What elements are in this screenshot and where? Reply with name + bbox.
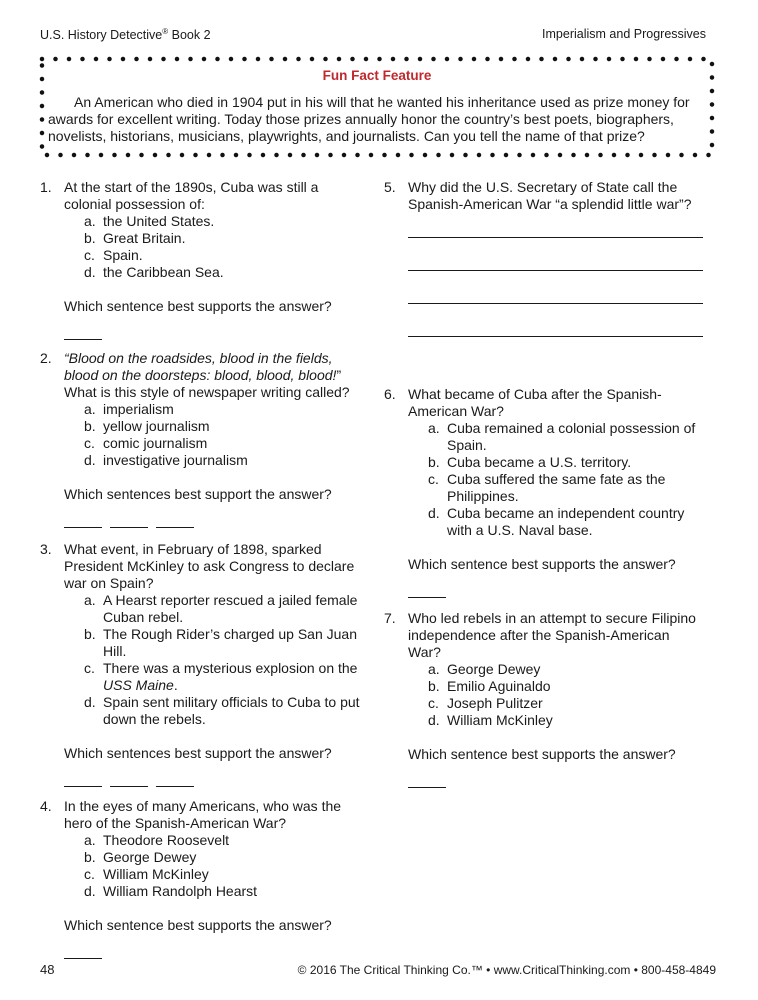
option: c. comic journalism [84,435,208,451]
question-text: Why did the U.S. Secretary of State call the Spanish-American War “a splendid little war”? [408,179,692,212]
option: b. George Dewey [84,849,197,865]
option: c. Joseph Pulitzer [428,695,543,711]
option: a. Cuba remained a colonial possession of Spain. [428,420,696,453]
question-text: What became of Cuba after the Spanish-American War? [408,386,662,419]
option: a. A Hearst reporter rescued a jailed female Cuban rebel. [84,592,358,625]
question-text: At the start of the 1890s, Cuba was still a colonial possession of: [64,179,319,212]
question-number: 2. [40,350,52,366]
support-prompt: Which sentence best supports the answer? [64,917,332,933]
book-title: U.S. History Detective® Book 2 [40,27,211,43]
answer-blank[interactable] [110,779,148,787]
copyright-line: © 2016 The Critical Thinking Co.™ • www.CriticalThinking.com • 800-458-4849 [297,963,716,977]
question-number: 1. [40,179,52,195]
writing-line[interactable] [408,336,703,337]
support-prompt: Which sentence best supports the answer? [408,746,676,762]
option: c. Spain. [84,247,143,263]
question-3 [40,541,360,787]
fun-fact-box [34,54,720,160]
option: a. the United States. [84,213,215,229]
option: c. There was a mysterious explosion on the USS Maine. [84,660,358,693]
answer-blank[interactable] [64,779,102,787]
fun-fact-text: An American who died in 1904 put in his will that he wanted his inheritance used as prize money for awards for excellent writing. Today those prizes annually honor the country’s best poets, biographers, novelists, historians, musicians, playwrights, and journalists. Can you tell the name of that prize? [48,94,690,144]
question-text: Who led rebels in an attempt to secure Filipino independence after the Spanish-American War? [408,610,696,660]
option: b. Cuba became a U.S. territory. [428,454,632,470]
answer-blank[interactable] [156,779,194,787]
answer-blank[interactable] [110,520,148,528]
answer-blank[interactable] [64,951,102,959]
question-text: In the eyes of many Americans, who was the hero of the Spanish-American War? [64,798,342,831]
option: b. Great Britain. [84,230,186,246]
option: d. the Caribbean Sea. [84,264,224,280]
support-prompt: Which sentences best support the answer? [64,745,332,761]
page-number: 48 [40,962,55,977]
option: d. investigative journalism [84,452,248,468]
question-text: What event, in February of 1898, sparked President McKinley to ask Congress to declare war on Spain? [64,541,355,591]
answer-blank[interactable] [408,780,446,788]
option: c. Cuba suffered the same fate as the Philippines. [428,471,666,504]
question-text: “Blood on the roadsides, blood in the fields, blood on the doorsteps: blood, blood, blood!” What is this style of newspaper writing called? [64,350,350,400]
question-number: 6. [384,386,396,402]
option: a. Theodore Roosevelt [84,832,230,848]
question-2 [40,350,360,528]
answer-blank[interactable] [64,520,102,528]
support-prompt: Which sentence best supports the answer? [64,298,332,314]
option: d. William Randolph Hearst [84,883,258,899]
option: b. Emilio Aguinaldo [428,678,551,694]
question-number: 3. [40,541,52,557]
support-prompt: Which sentence best supports the answer? [408,556,676,572]
writing-line[interactable] [408,237,703,238]
option: a. George Dewey [428,661,541,677]
writing-line[interactable] [408,303,703,304]
question-4 [40,798,360,959]
option: b. yellow journalism [84,418,210,434]
option: c. William McKinley [84,866,209,882]
question-5 [384,179,704,337]
answer-blank[interactable] [408,590,446,598]
answer-blank[interactable] [156,520,194,528]
writing-line[interactable] [408,270,703,271]
question-number: 5. [384,179,396,195]
option: a. imperialism [84,401,174,417]
fun-fact-title: Fun Fact Feature [322,68,432,83]
option: b. The Rough Rider’s charged up San Juan Hill. [84,626,357,659]
chapter-title: Imperialism and Progressives [542,27,706,41]
option: d. Spain sent military officials to Cuba to put down the rebels. [84,694,360,727]
question-number: 4. [40,798,52,814]
support-prompt: Which sentences best support the answer? [64,486,332,502]
question-7 [384,610,704,788]
question-1 [40,179,360,340]
option: d. William McKinley [428,712,553,728]
answer-blank[interactable] [64,332,102,340]
question-number: 7. [384,610,396,626]
question-6 [384,386,704,598]
option: d. Cuba became an independent country with a U.S. Naval base. [428,505,685,538]
